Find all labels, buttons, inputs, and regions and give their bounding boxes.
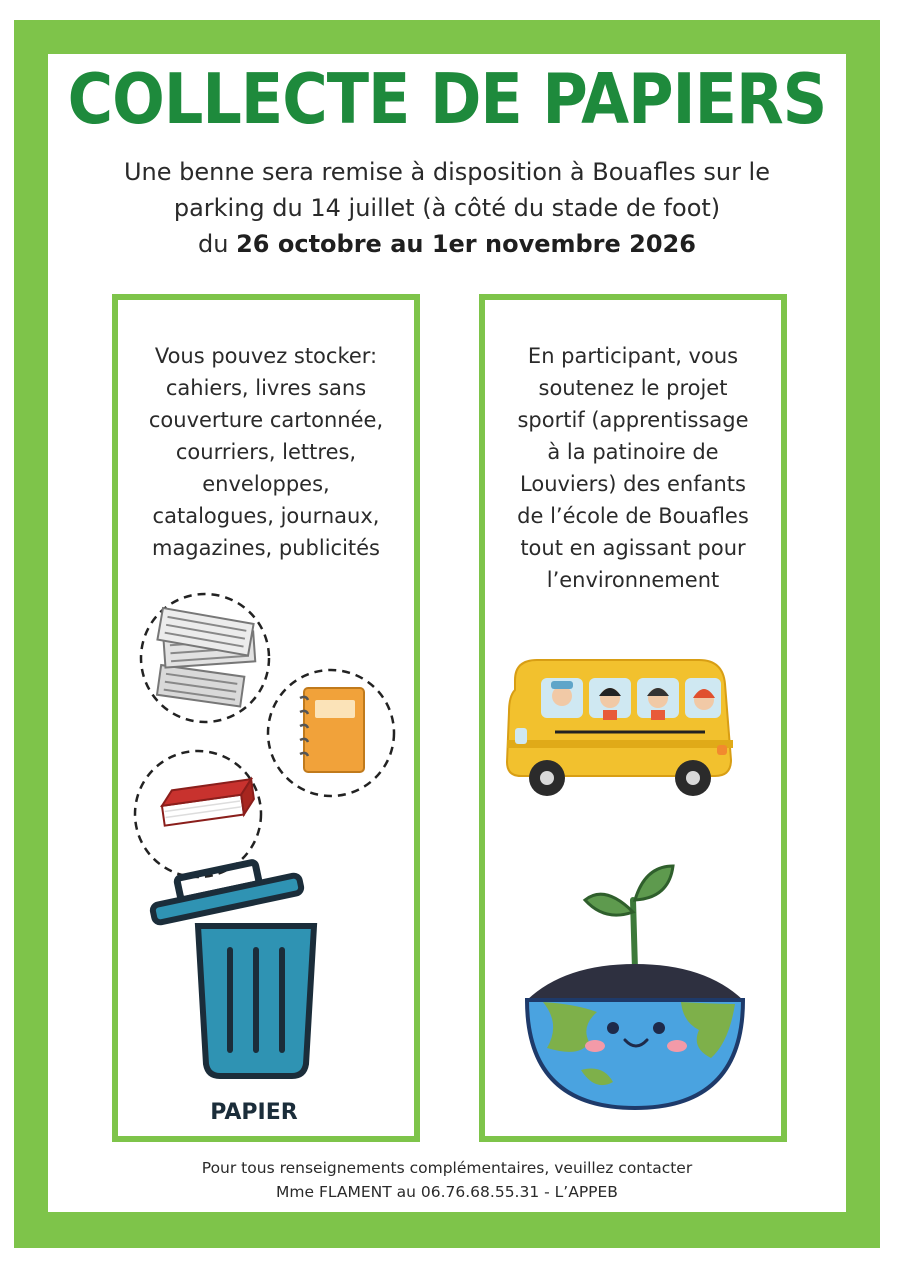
notebook-icon [268, 670, 394, 796]
storage-line: magazines, publicités [151, 536, 381, 560]
bin-label: PAPIER [210, 1100, 298, 1125]
newspaper-icon [141, 594, 269, 722]
project-line: tout en agissant pour [520, 536, 746, 560]
project-line: l’environnement [546, 568, 720, 592]
project-line: de l’école de Bouafles [517, 504, 749, 528]
poster-title: COLLECTE DE PAPIERS [67, 58, 827, 140]
trash-bin-icon [152, 862, 314, 1076]
school-bus-icon [507, 660, 733, 796]
intro-line-3 [48, 226, 846, 262]
intro-date-range: 26 octobre au 1er novembre 2026 [236, 230, 696, 258]
project-line: sportif (apprentissage [517, 408, 749, 432]
project-line: Louviers) des enfants [520, 472, 746, 496]
paper-items-illustration [118, 300, 414, 1136]
intro-text [48, 154, 846, 262]
storage-line: couverture cartonnée, [148, 408, 384, 432]
storage-line: courriers, lettres, [175, 440, 357, 464]
footer-line-1: Pour tous renseignements complémentaires, veuillez contacter [201, 1159, 693, 1177]
project-line: à la patinoire de [547, 440, 719, 464]
book-icon [135, 751, 261, 877]
storage-info-box [112, 294, 420, 1142]
storage-line: catalogues, journaux, [152, 504, 380, 528]
intro-line-1: Une benne sera remise à disposition à Bouafles sur le [123, 158, 770, 186]
storage-line: Vous pouvez stocker: [154, 344, 378, 368]
storage-line: cahiers, livres sans [165, 376, 367, 400]
contact-footer [48, 1156, 846, 1204]
project-line: En participant, vous [527, 344, 739, 368]
project-illustration [485, 300, 781, 1136]
project-info-box [479, 294, 787, 1142]
intro-line-2: parking du 14 juillet (à côté du stade de foot) [173, 194, 721, 222]
storage-line: enveloppes, [202, 472, 330, 496]
earth-sprout-icon [527, 866, 743, 1108]
footer-line-2: Mme FLAMENT au 06.76.68.55.31 - L’APPEB [276, 1183, 618, 1201]
intro-date-prefix: du [198, 230, 237, 258]
project-line: soutenez le projet [538, 376, 728, 400]
